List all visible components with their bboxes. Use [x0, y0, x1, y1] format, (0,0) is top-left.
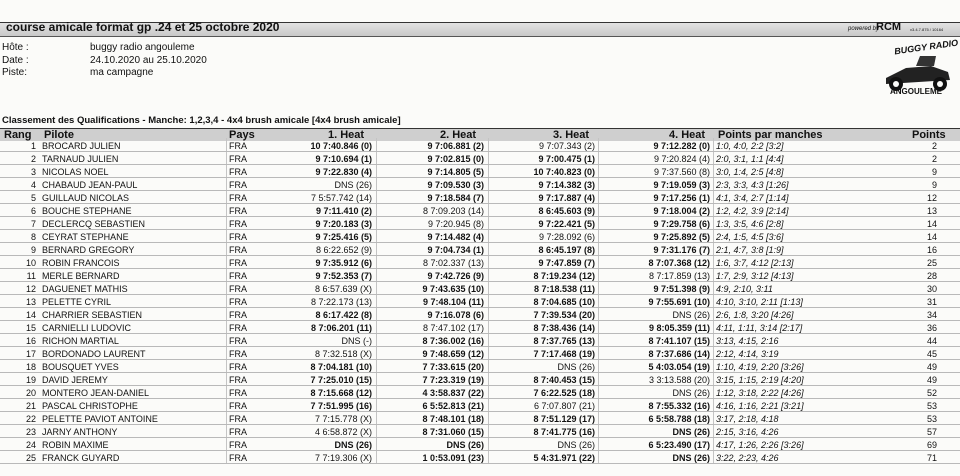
- pilot-cell: JARNY ANTHONY: [42, 427, 118, 437]
- heat3-cell: 8 7:51.129 (17): [533, 414, 595, 424]
- heat4-cell: DNS (26): [672, 388, 710, 398]
- points-cell: 52: [926, 388, 937, 398]
- pilot-cell: MERLE BERNARD: [42, 271, 120, 281]
- heat2-cell: 9 7:18.584 (7): [427, 193, 484, 203]
- table-header: [0, 128, 960, 141]
- points-per-heat-cell: 1:3, 3:5, 4:6 [2:8]: [716, 219, 784, 229]
- points-cell: 69: [926, 440, 937, 450]
- heat3-cell: 9 7:47.859 (7): [538, 258, 595, 268]
- heat2-cell: 6 5:52.813 (21): [422, 401, 484, 411]
- table-row: [0, 375, 960, 386]
- version-label: v3.4.7.875 / 10164: [910, 27, 944, 32]
- table-row: [0, 427, 960, 438]
- pilot-cell: CEYRAT STEPHANE: [42, 232, 129, 242]
- country-cell: FRA: [229, 362, 247, 372]
- points-cell: 49: [926, 375, 937, 385]
- heat4-cell: DNS (26): [672, 427, 710, 437]
- logo-text-top: BUGGY RADIO: [893, 37, 959, 57]
- heat4-cell: 9 7:19.059 (3): [653, 180, 710, 190]
- rank-cell: 6: [30, 206, 36, 216]
- rank-cell: 14: [25, 310, 36, 320]
- heat3-cell: 10 7:40.823 (0): [533, 167, 595, 177]
- pilot-cell: RICHON MARTIAL: [42, 336, 119, 346]
- heat4-cell: 9 7:37.560 (8): [653, 167, 710, 177]
- heat4-cell: 9 7:55.691 (10): [648, 297, 710, 307]
- heat1-cell: 9 7:11.410 (2): [315, 206, 372, 216]
- heat1-cell: 8 7:32.518 (X): [314, 349, 372, 359]
- heat4-cell: 3 3:13.588 (20): [648, 375, 710, 385]
- heat1-cell: DNS (-): [341, 336, 372, 346]
- heat1-cell: 9 7:52.353 (7): [315, 271, 372, 281]
- rank-cell: 19: [25, 375, 36, 385]
- heat4-cell: 9 7:17.256 (1): [653, 193, 710, 203]
- points-cell: 12: [926, 193, 937, 203]
- heat1-cell: 8 6:57.639 (X): [314, 284, 372, 294]
- heat1-cell: 8 7:06.201 (11): [310, 323, 372, 333]
- heat3-cell: 9 7:14.382 (3): [538, 180, 595, 190]
- points-per-heat-cell: 3:0, 1:4, 2:5 [4:8]: [716, 167, 784, 177]
- pilot-cell: MONTERO JEAN-DANIEL: [42, 388, 150, 398]
- table-row: [0, 167, 960, 178]
- points-cell: 13: [926, 206, 937, 216]
- points-per-heat-cell: 1:2, 4:2, 3:9 [2:14]: [716, 206, 789, 216]
- points-cell: 9: [931, 167, 937, 177]
- table-row: [0, 206, 960, 217]
- heat3-cell: 5 4:31.971 (22): [533, 453, 595, 463]
- points-cell: 25: [926, 258, 937, 268]
- heat2-cell: 8 7:02.337 (13): [422, 258, 484, 268]
- points-per-heat-cell: 2:0, 3:1, 1:1 [4:4]: [716, 154, 784, 164]
- heat3-cell: 8 7:04.685 (10): [533, 297, 595, 307]
- rank-cell: 11: [26, 271, 36, 281]
- country-cell: FRA: [229, 193, 247, 203]
- points-cell: 57: [926, 427, 937, 437]
- heat3-cell: 9 7:00.475 (1): [538, 154, 595, 164]
- country-cell: FRA: [229, 453, 247, 463]
- heat1-cell: 7 7:15.778 (X): [314, 414, 372, 424]
- heat2-cell: 1 0:53.091 (23): [422, 453, 484, 463]
- heat2-cell: 8 7:36.002 (16): [422, 336, 484, 346]
- rank-cell: 21: [25, 401, 36, 411]
- heat1-cell: 9 7:10.694 (1): [315, 154, 372, 164]
- points-cell: 53: [926, 401, 937, 411]
- points-cell: 44: [926, 336, 937, 346]
- points-cell: 14: [926, 219, 937, 229]
- heat1-cell: 8 7:15.668 (12): [310, 388, 372, 398]
- country-cell: FRA: [229, 258, 247, 268]
- heat1-cell: 9 7:22.830 (4): [315, 167, 372, 177]
- points-per-heat-cell: 2:12, 4:14, 3:19: [716, 349, 779, 359]
- points-per-heat-cell: 1:10, 4:19, 2:20 [3:26]: [716, 362, 804, 372]
- pilot-cell: ROBIN FRANCOIS: [42, 258, 120, 268]
- heat4-cell: 8 7:41.107 (15): [648, 336, 710, 346]
- pilot-cell: GUILLAUD NICOLAS: [42, 193, 130, 203]
- table-row: [0, 180, 960, 191]
- heat1-cell: 7 5:57.742 (14): [310, 193, 372, 203]
- rank-cell: 2: [30, 154, 36, 164]
- points-per-heat-cell: 4:1, 3:4, 2:7 [1:14]: [716, 193, 789, 203]
- country-cell: FRA: [229, 206, 247, 216]
- pilot-cell: CARNIELLI LUDOVIC: [42, 323, 132, 333]
- heat4-cell: 8 7:17.859 (13): [648, 271, 710, 281]
- pilot-cell: CHABAUD JEAN-PAUL: [42, 180, 138, 190]
- heat3-cell: 9 7:22.421 (5): [538, 219, 595, 229]
- table-row: [0, 154, 960, 165]
- heat2-cell: 9 7:04.734 (1): [427, 245, 484, 255]
- table-row: [0, 401, 960, 412]
- heat4-cell: DNS (26): [672, 453, 710, 463]
- country-cell: FRA: [229, 414, 247, 424]
- points-per-heat-cell: 1:6, 3:7, 4:12 [2:13]: [716, 258, 794, 268]
- heat4-cell: 8 7:55.332 (16): [648, 401, 710, 411]
- heat1-cell: 7 7:25.010 (15): [310, 375, 372, 385]
- heat2-cell: 9 7:42.726 (9): [427, 271, 484, 281]
- heat3-cell: 7 7:17.468 (19): [533, 349, 595, 359]
- heat3-cell: 8 6:45.603 (9): [538, 206, 595, 216]
- points-cell: 28: [926, 271, 937, 281]
- pilot-cell: FRANCK GUYARD: [42, 453, 120, 463]
- points-per-heat-cell: 4:16, 1:16, 2:21 [3:21]: [716, 401, 804, 411]
- country-cell: FRA: [229, 349, 247, 359]
- rank-cell: 1: [30, 141, 36, 151]
- points-cell: 71: [926, 453, 937, 463]
- heat3-cell: 8 7:40.453 (15): [533, 375, 595, 385]
- heat2-cell: 7 7:23.319 (19): [422, 375, 484, 385]
- heat2-cell: 8 7:31.060 (15): [422, 427, 484, 437]
- points-cell: 36: [926, 323, 937, 333]
- col-pm: Points par manches: [718, 129, 823, 141]
- rank-cell: 4: [30, 180, 36, 190]
- points-cell: 34: [926, 310, 937, 320]
- country-cell: FRA: [229, 245, 247, 255]
- points-per-heat-cell: 4:10, 3:10, 2:11 [1:13]: [716, 297, 803, 307]
- col-h4: 4. Heat: [669, 129, 706, 141]
- country-cell: FRA: [229, 219, 247, 229]
- country-cell: FRA: [229, 271, 247, 281]
- heat2-cell: 9 7:06.881 (2): [427, 141, 484, 151]
- points-cell: 49: [926, 362, 937, 372]
- points-per-heat-cell: 2:4, 1:5, 4:5 [3:6]: [716, 232, 784, 242]
- country-cell: FRA: [229, 440, 247, 450]
- pilot-cell: DAGUENET MATHIS: [42, 284, 128, 294]
- rank-cell: 15: [25, 323, 36, 333]
- table-row: [0, 323, 960, 334]
- rank-cell: 7: [30, 219, 36, 229]
- heat2-cell: 9 7:48.659 (12): [422, 349, 484, 359]
- rank-cell: 25: [25, 453, 36, 463]
- heat3-cell: DNS (26): [557, 362, 595, 372]
- heat3-cell: 6 7:07.807 (21): [533, 401, 595, 411]
- country-cell: FRA: [229, 167, 247, 177]
- country-cell: FRA: [229, 336, 247, 346]
- table-row: [0, 271, 960, 282]
- heat3-cell: 7 6:22.525 (18): [533, 388, 595, 398]
- col-points: Points: [912, 129, 946, 141]
- points-per-heat-cell: 2:1, 4:7, 3:8 [1:9]: [716, 245, 784, 255]
- country-cell: FRA: [229, 388, 247, 398]
- rank-cell: 3: [30, 167, 36, 177]
- heat3-cell: 7 7:39.534 (20): [533, 310, 595, 320]
- heat1-cell: 7 7:19.306 (X): [314, 453, 372, 463]
- country-cell: FRA: [229, 401, 247, 411]
- pilot-cell: NICOLAS NOEL: [42, 167, 109, 177]
- points-cell: 31: [926, 297, 937, 307]
- table-row: [0, 232, 960, 243]
- heat4-cell: 9 7:31.176 (7): [653, 245, 710, 255]
- col-h3: 3. Heat: [553, 129, 590, 141]
- host-value: buggy radio angouleme: [90, 42, 195, 53]
- rank-cell: 13: [25, 297, 36, 307]
- points-per-heat-cell: 4:11, 1:11, 3:14 [2:17]: [716, 323, 803, 333]
- table-row: [0, 141, 960, 152]
- points-cell: 45: [926, 349, 937, 359]
- heat2-cell: 9 7:48.104 (11): [422, 297, 484, 307]
- table-row: [0, 453, 960, 464]
- pilot-cell: PELETTE PAVIOT ANTOINE: [42, 414, 158, 424]
- rank-cell: 10: [25, 258, 36, 268]
- heat3-cell: 9 7:17.887 (4): [538, 193, 595, 203]
- heat2-cell: 9 7:14.805 (5): [427, 167, 484, 177]
- heat1-cell: 7 7:51.995 (16): [310, 401, 372, 411]
- title-bar: [0, 22, 960, 37]
- pilot-cell: DAVID JEREMY: [42, 375, 108, 385]
- heat4-cell: 5 4:03.054 (19): [648, 362, 710, 372]
- points-cell: 2: [931, 154, 937, 164]
- heat3-cell: 8 7:38.436 (14): [533, 323, 595, 333]
- heat4-cell: DNS (26): [672, 310, 710, 320]
- points-per-heat-cell: 1:12, 3:18, 2:22 [4:26]: [716, 388, 804, 398]
- logo-text-bottom: ANGOULEME: [890, 87, 942, 96]
- points-per-heat-cell: 3:15, 1:15, 2:19 [4:20]: [716, 375, 804, 385]
- points-per-heat-cell: 1:0, 4:0, 2:2 [3:2]: [716, 141, 784, 151]
- page-title: course amicale format gp .24 et 25 octobre 2020: [6, 20, 280, 34]
- heat1-cell: 10 7:40.846 (0): [310, 141, 372, 151]
- rank-cell: 9: [30, 245, 36, 255]
- pilot-cell: BROCARD JULIEN: [42, 141, 121, 151]
- points-per-heat-cell: 4:17, 1:26, 2:26 [3:26]: [716, 440, 804, 450]
- table-row: [0, 219, 960, 230]
- points-per-heat-cell: 4:9, 2:10, 3:11: [716, 284, 773, 294]
- powered-by-label: powered by: [848, 26, 880, 32]
- col-rang: Rang: [4, 129, 32, 141]
- heat1-cell: 8 6:22.652 (9): [315, 245, 372, 255]
- country-cell: FRA: [229, 141, 247, 151]
- rank-cell: 5: [30, 193, 36, 203]
- table-row: [0, 245, 960, 256]
- col-pilote: Pilote: [44, 129, 74, 141]
- heat4-cell: 9 7:25.892 (5): [653, 232, 710, 242]
- heat2-cell: 9 7:09.530 (3): [427, 180, 484, 190]
- heat1-cell: 8 7:04.181 (10): [310, 362, 372, 372]
- table-row: [0, 349, 960, 360]
- rank-cell: 8: [30, 232, 36, 242]
- pilot-cell: CHARRIER SEBASTIEN: [42, 310, 143, 320]
- table-row: [0, 193, 960, 204]
- heat1-cell: 9 7:35.912 (6): [315, 258, 372, 268]
- heat2-cell: 9 7:20.945 (8): [427, 219, 484, 229]
- country-cell: FRA: [229, 375, 247, 385]
- heat3-cell: 8 7:41.775 (16): [533, 427, 595, 437]
- points-cell: 9: [931, 180, 937, 190]
- rank-cell: 12: [25, 284, 36, 294]
- heat4-cell: 8 7:37.686 (14): [648, 349, 710, 359]
- heat4-cell: 9 8:05.359 (11): [648, 323, 710, 333]
- date-value: 24.10.2020 au 25.10.2020: [90, 55, 207, 66]
- heat2-cell: DNS (26): [446, 440, 484, 450]
- pilot-cell: ROBIN MAXIME: [42, 440, 109, 450]
- rank-cell: 18: [25, 362, 36, 372]
- points-per-heat-cell: 3:22, 2:23, 4:26: [716, 453, 779, 463]
- heat1-cell: 8 6:17.422 (8): [315, 310, 372, 320]
- table-row: [0, 284, 960, 295]
- country-cell: FRA: [229, 284, 247, 294]
- heat4-cell: 9 7:12.282 (0): [653, 141, 710, 151]
- table-row: [0, 258, 960, 269]
- heat2-cell: 8 7:48.101 (18): [422, 414, 484, 424]
- heat2-cell: 4 3:58.837 (22): [422, 388, 484, 398]
- heat1-cell: DNS (26): [334, 440, 372, 450]
- table-row: [0, 362, 960, 373]
- table-row: [0, 440, 960, 451]
- table-row: [0, 414, 960, 425]
- heat3-cell: DNS (26): [557, 440, 595, 450]
- points-per-heat-cell: 2:3, 3:3, 4:3 [1:26]: [716, 180, 789, 190]
- rank-cell: 20: [25, 388, 36, 398]
- rank-cell: 17: [25, 349, 36, 359]
- country-cell: FRA: [229, 297, 247, 307]
- points-per-heat-cell: 2:15, 3:16, 4:26: [716, 427, 779, 437]
- heat2-cell: 9 7:16.078 (6): [427, 310, 484, 320]
- points-cell: 30: [926, 284, 937, 294]
- heat4-cell: 8 7:07.368 (12): [648, 258, 710, 268]
- heat1-cell: 8 7:22.173 (13): [310, 297, 372, 307]
- heat2-cell: 7 7:33.615 (20): [422, 362, 484, 372]
- pilot-cell: TARNAUD JULIEN: [42, 154, 119, 164]
- heat2-cell: 8 7:09.203 (14): [422, 206, 484, 216]
- pilot-cell: BERNARD GREGORY: [42, 245, 135, 255]
- col-h1: 1. Heat: [328, 129, 365, 141]
- heat3-cell: 9 7:07.343 (2): [538, 141, 595, 151]
- heat4-cell: 9 7:18.004 (2): [653, 206, 710, 216]
- country-cell: FRA: [229, 232, 247, 242]
- heat4-cell: 9 7:20.824 (4): [653, 154, 710, 164]
- heat3-cell: 8 7:19.234 (12): [533, 271, 595, 281]
- points-per-heat-cell: 3:13, 4:15, 2:16: [716, 336, 779, 346]
- points-cell: 16: [926, 245, 937, 255]
- pilot-cell: PASCAL CHRISTOPHE: [42, 401, 138, 411]
- section-title: Classement des Qualifications - Manche: 1,2,3,4 - 4x4 brush amicale [4x4 brush amicale]: [2, 115, 401, 126]
- country-cell: FRA: [229, 154, 247, 164]
- points-per-heat-cell: 1:7, 2:9, 3:12 [4:13]: [716, 271, 794, 281]
- table-row: [0, 310, 960, 321]
- country-cell: FRA: [229, 180, 247, 190]
- rcm-brand: RCM: [876, 21, 902, 33]
- rank-cell: 23: [25, 427, 36, 437]
- heat1-cell: 9 7:20.183 (3): [315, 219, 372, 229]
- rank-cell: 22: [25, 414, 36, 424]
- pilot-cell: DECLERCQ SEBASTIEN: [42, 219, 146, 229]
- heat1-cell: DNS (26): [334, 180, 372, 190]
- country-cell: FRA: [229, 427, 247, 437]
- track-label: Piste:: [2, 67, 28, 78]
- host-label: Hôte :: [2, 42, 29, 53]
- heat3-cell: 8 7:18.538 (11): [533, 284, 595, 294]
- heat2-cell: 9 7:43.635 (10): [422, 284, 484, 294]
- pilot-cell: BORDONADO LAURENT: [42, 349, 146, 359]
- table-row: [0, 336, 960, 347]
- points-cell: 2: [931, 141, 937, 151]
- country-cell: FRA: [229, 310, 247, 320]
- heat4-cell: 9 7:29.758 (6): [653, 219, 710, 229]
- points-cell: 14: [926, 232, 937, 242]
- heat1-cell: 4 6:58.872 (X): [314, 427, 372, 437]
- points-cell: 53: [926, 414, 937, 424]
- table-row: [0, 388, 960, 399]
- heat4-cell: 6 5:58.788 (18): [648, 414, 710, 424]
- pilot-cell: PELETTE CYRIL: [42, 297, 112, 307]
- date-label: Date :: [2, 55, 29, 66]
- heat2-cell: 8 7:47.102 (17): [422, 323, 484, 333]
- table-row: [0, 297, 960, 308]
- col-pays: Pays: [229, 129, 255, 141]
- rank-cell: 24: [25, 440, 36, 450]
- track-value: ma campagne: [90, 67, 154, 78]
- heat3-cell: 8 6:45.197 (8): [538, 245, 595, 255]
- pilot-cell: BOUCHE STEPHANE: [42, 206, 132, 216]
- heat3-cell: 9 7:28.092 (6): [538, 232, 595, 242]
- pilot-cell: BOUSQUET YVES: [42, 362, 119, 372]
- heat4-cell: 9 7:51.398 (9): [653, 284, 710, 294]
- points-per-heat-cell: 2:6, 1:8, 3:20 [4:26]: [716, 310, 794, 320]
- heat2-cell: 9 7:02.815 (0): [427, 154, 484, 164]
- rank-cell: 16: [25, 336, 36, 346]
- heat1-cell: 9 7:25.416 (5): [315, 232, 372, 242]
- heat2-cell: 9 7:14.482 (4): [427, 232, 484, 242]
- points-per-heat-cell: 3:17, 2:18, 4:18: [716, 414, 779, 424]
- country-cell: FRA: [229, 323, 247, 333]
- heat4-cell: 6 5:23.490 (17): [648, 440, 710, 450]
- col-h2: 2. Heat: [440, 129, 477, 141]
- heat3-cell: 8 7:37.765 (13): [533, 336, 595, 346]
